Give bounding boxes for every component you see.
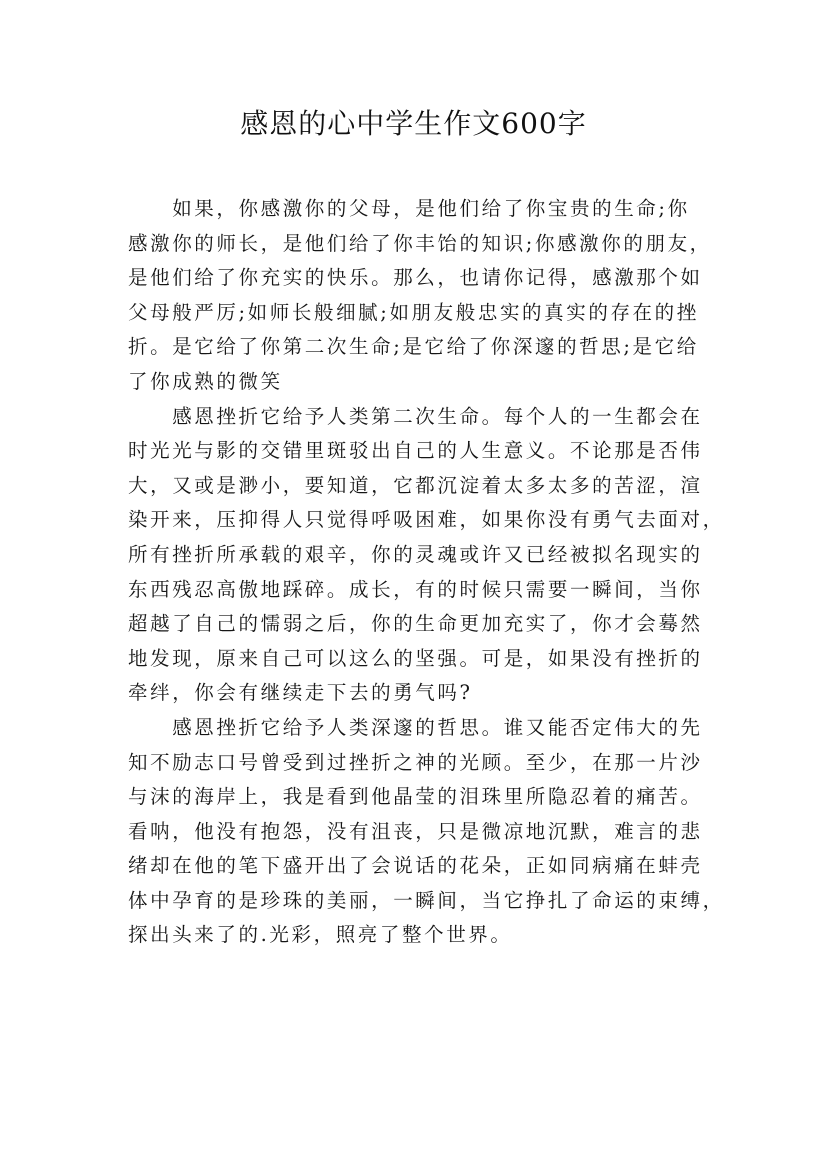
paragraph-1 — [128, 192, 718, 400]
text-line: 感激你的师长，是他们给了你丰饴的知识;你感激你的朋友， — [128, 231, 712, 255]
text-line: 绪却在他的笔下盛开出了会说话的花朵，正如同病痛在蚌壳 — [128, 854, 703, 878]
document-body — [128, 192, 725, 953]
text-line: 了你成熟的微笑 — [128, 369, 283, 393]
text-line: 地发现，原来自己可以这么的坚强。可是，如果没有挫折的 — [128, 646, 703, 670]
text-line: 东西残忍高傲地踩碎。成长，有的时候只需要一瞬间，当你 — [128, 577, 703, 601]
text-line: 父母般严厉;如师长般细腻;如朋友般忠实的真实的存在的挫 — [128, 300, 699, 324]
text-line: 是他们给了你充实的快乐。那么，也请你记得，感激那个如 — [128, 266, 703, 290]
text-line: 体中孕育的是珍珠的美丽，一瞬间，当它挣扎了命运的束缚， — [128, 888, 725, 912]
text-line: 感恩挫折它给予人类深邃的哲思。谁又能否定伟大的先 — [128, 715, 703, 739]
text-line: 探出头来了的.光彩，照亮了整个世界。 — [128, 923, 513, 947]
text-line: 牵绊，你会有继续走下去的勇气吗? — [128, 681, 473, 705]
text-line: 知不励志口号曾受到过挫折之神的光顾。至少，在那一片沙 — [128, 750, 703, 774]
text-line: 染开来，压抑得人只觉得呼吸困难，如果你没有勇气去面对， — [128, 508, 725, 532]
text-line: 大，又或是渺小，要知道，它都沉淀着太多太多的苦涩，渲 — [128, 473, 703, 497]
text-line: 时光光与影的交错里斑驳出自己的人生意义。不论那是否伟 — [128, 439, 703, 463]
document-title: 感恩的心中学生作文600字 — [240, 107, 587, 140]
text-line: 感恩挫折它给予人类第二次生命。每个人的一生都会在 — [128, 404, 703, 428]
paragraph-3 — [128, 711, 725, 953]
text-line: 折。是它给了你第二次生命;是它给了你深邃的哲思;是它给 — [128, 335, 699, 359]
text-line: 如果，你感激你的父母，是他们给了你宝贵的生命;你 — [128, 197, 690, 220]
text-line: 与沫的海岸上，我是看到他晶莹的泪珠里所隐忍着的痛苦。 — [128, 785, 703, 809]
text-line: 所有挫折所承载的艰辛，你的灵魂或许又已经被拟名现实的 — [128, 542, 703, 566]
text-line: 超越了自己的懦弱之后，你的生命更加充实了，你才会蓦然 — [128, 612, 703, 636]
text-line: 看呐，他没有抱怨，没有沮丧，只是微凉地沉默，难言的悲 — [128, 819, 703, 843]
paragraph-2 — [128, 400, 725, 711]
